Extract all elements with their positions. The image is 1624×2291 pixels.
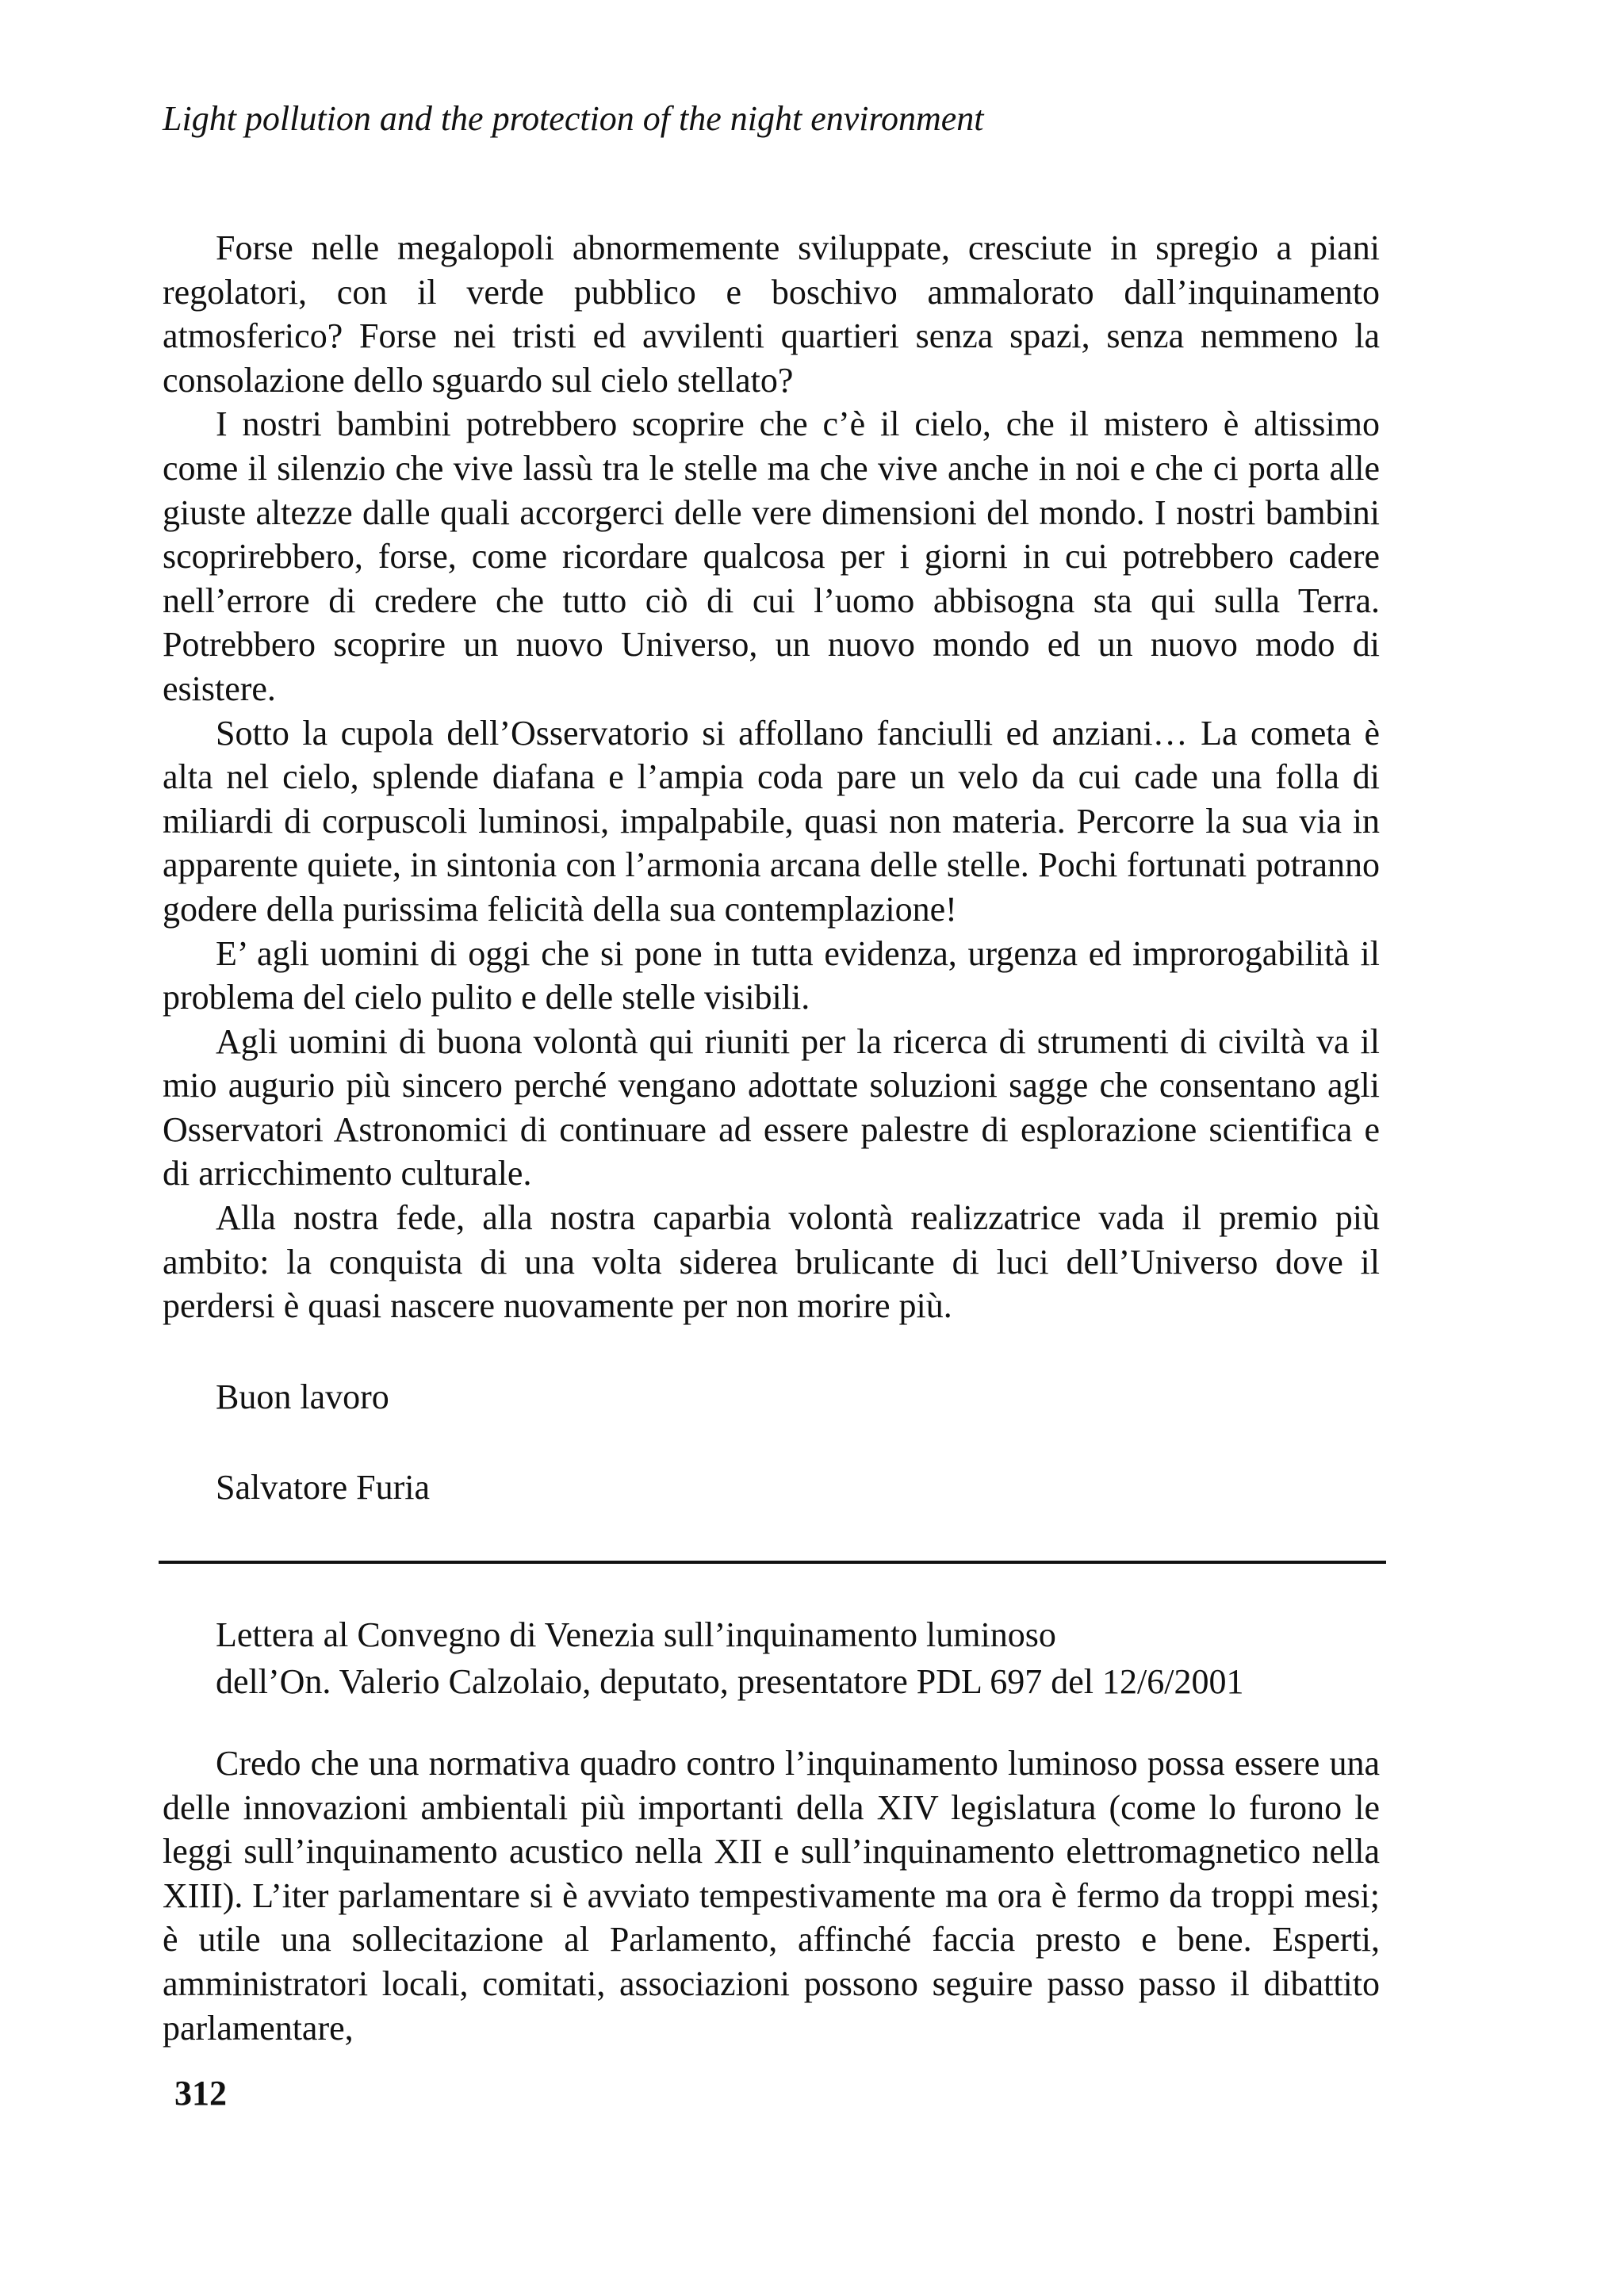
signature: Salvatore Furia	[216, 1468, 431, 1507]
paragraph: Alla nostra fede, alla nostra caparbia volontà realizzatrice vada il premio più ambito: la conquista di una volta siderea brulicante di luci dell’Universo dove il perdersi è quasi nascere nuovamente per non morire più.	[163, 1198, 1380, 1326]
section-divider	[159, 1561, 1386, 1564]
closing-line: Buon lavoro	[216, 1377, 389, 1416]
page-number: 312	[174, 2074, 227, 2113]
paragraph: Sotto la cupola dell’Osservatorio si affollano fanciulli ed anziani… La cometa è alta nel cielo, splende diafana e l’ampia coda pare un velo da cui cade una folla di miliardi di corpuscoli luminosi, impalpabile, quasi non materia. Percorre la sua via in apparente quiete, in sintonia con l’armonia arcana delle stelle. Pochi fortunati potranno godere della purissima felicità della sua contemplazione!	[163, 713, 1380, 929]
paragraph: Credo che una normativa quadro contro l’inquinamento luminoso possa essere una delle innovazioni ambientali più importanti della XIV legislatura (come lo furono le leggi sull’inquinamento acustico nella XII e sull’inquinamento elettromagnetico nella XIII). L’iter parlamentare si è avviato tempestivamente ma ora è fermo da troppi mesi; è utile una sollecitazione al Parlamento, affinché faccia presto e bene. Esperti, amministratori locali, comitati, associazioni possono seguire passo passo il dibattito parlamentare,	[163, 1744, 1380, 2048]
letter-heading-line: Lettera al Convegno di Venezia sull’inquinamento luminoso	[216, 1615, 1056, 1654]
paragraph: E’ agli uomini di oggi che si pone in tutta evidenza, urgenza ed improrogabilità il problema del cielo pulito e delle stelle visibili.	[163, 933, 1380, 1017]
letter-text	[163, 1741, 1380, 2050]
paragraph: Forse nelle megalopoli abnormemente sviluppate, cresciute in spregio a piani regolatori, con il verde pubblico e boschivo ammalorato dall’inquinamento atmosferico? Forse nei tristi ed avvilenti quartieri senza spazi, senza nemmeno la consolazione dello sguardo sul cielo stellato?	[163, 228, 1380, 400]
letter-heading-line: dell’On. Valerio Calzolaio, deputato, presentatore PDL 697 del 12/6/2001	[216, 1662, 1244, 1701]
letter-heading	[216, 1611, 1243, 1705]
running-head: Light pollution and the protection of the night environment	[163, 99, 984, 138]
paragraph: I nostri bambini potrebbero scoprire che c’è il cielo, che il mistero è altissimo come il silenzio che vive lassù tra le stelle ma che vive anche in noi e che ci porta alle giuste altezze dalle quali accorgerci delle vere dimensioni del mondo. I nostri bambini scoprirebbero, forse, come ricordare qualcosa per i giorni in cui potrebbero cadere nell’errore di credere che tutto ciò di cui l’uomo abbisogna sta qui sulla Terra. Potrebbero scoprire un nuovo Universo, un nuovo mondo ed un nuovo modo di esistere.	[163, 404, 1380, 708]
paragraph: Agli uomini di buona volontà qui riuniti per la ricerca di strumenti di civiltà va il mio augurio più sincero perché vengano adottate soluzioni sagge che consentano agli Osservatori Astronomici di continuare ad essere palestre di esplorazione scientifica e di arricchimento culturale.	[163, 1021, 1380, 1193]
main-text	[163, 226, 1380, 1328]
